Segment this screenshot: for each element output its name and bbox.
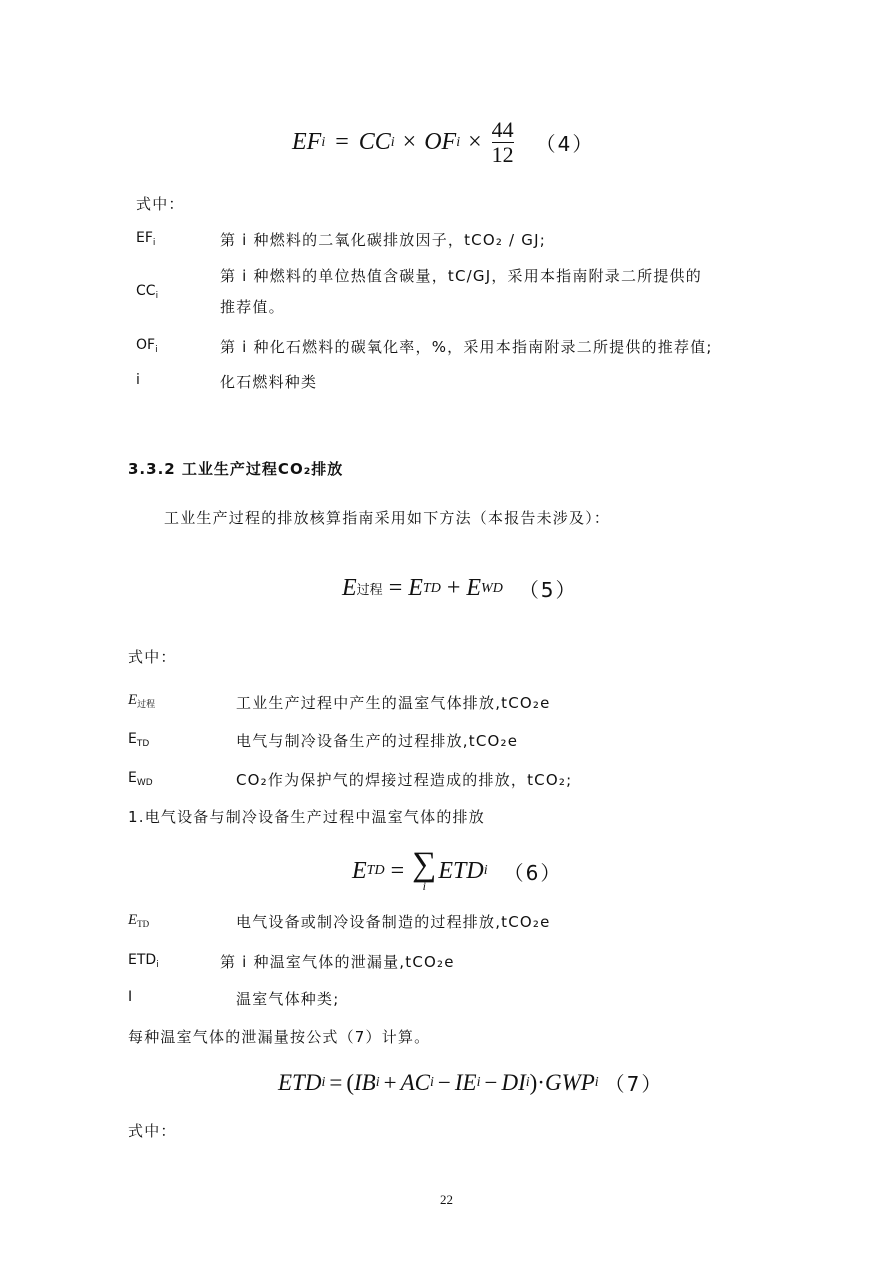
- sym-ef: $EF_i$: [136, 230, 156, 248]
- desc-of: 第 i 种化石燃料的碳氧化率，%，采用本指南附录二所提供的推荐值;: [220, 338, 713, 356]
- equation-7: ETD i = ( IB i + AC i − IE i − DI i )· GWP i （7）: [278, 1069, 664, 1096]
- desc-cc: 第 i 种燃料的单位热值含碳量，tC/GJ，采用本指南附录二所提供的: [220, 267, 702, 285]
- desc-cc-2: 推荐值。: [220, 298, 285, 316]
- section-heading: 3.3.2 工业生产过程CO₂排放: [128, 460, 344, 478]
- equation-5: E 过程 = E TD + E WD （5）: [342, 575, 578, 602]
- equation-4: EF i = CC i × OF i × $\frac{44}{12}$ （4）: [292, 117, 595, 167]
- eq4-ef: EF: [292, 129, 322, 155]
- sym-etdi: $ETD_i$: [128, 952, 159, 970]
- sym-I: I: [128, 989, 133, 1005]
- equation-6: E TD = ∑ i ETD i （6）: [352, 846, 563, 893]
- shizhong-2: 式中：: [128, 648, 177, 666]
- desc-e-process: 工业生产过程中产生的温室气体排放,tCO₂e: [236, 694, 551, 712]
- shizhong-3: 式中：: [128, 1122, 177, 1140]
- sym-etd: $E_{TD}$: [128, 731, 150, 749]
- desc-I: 温室气体种类;: [236, 990, 340, 1008]
- desc-etd: 电气与制冷设备生产的过程排放,tCO₂e: [236, 732, 519, 750]
- page-number: 22: [440, 1192, 453, 1207]
- sym-of: $OF_i$: [136, 337, 158, 355]
- sym-ewd: $E_{WD}$: [128, 770, 153, 788]
- eq4-label: （4）: [535, 132, 595, 156]
- fraction-44-12: $\frac{44}{12}$: [491, 117, 514, 167]
- desc-etdi: 第 i 种温室气体的泄漏量,tCO₂e: [220, 953, 455, 971]
- sym-e-process: $E_{过程}$: [128, 692, 156, 709]
- desc-ewd: CO₂作为保护气的焊接过程造成的排放，tCO₂;: [236, 771, 573, 789]
- sym-etd-2: $E_{TD}$: [128, 912, 150, 929]
- item-1: 1.电气设备与制冷设备生产过程中温室气体的排放: [128, 808, 485, 826]
- sum-icon: ∑ i: [412, 846, 437, 893]
- sym-cc: $CC_i$: [136, 283, 159, 301]
- sym-i: i: [136, 372, 140, 388]
- desc-ef: 第 i 种燃料的二氧化碳排放因子，tCO₂ / GJ;: [220, 231, 546, 249]
- shizhong-1: 式中：: [136, 195, 185, 213]
- desc-etd-2: 电气设备或制冷设备制造的过程排放,tCO₂e: [236, 913, 551, 931]
- desc-i: 化石燃料种类: [220, 373, 318, 391]
- leak-text: 每种温室气体的泄漏量按公式（7）计算。: [128, 1028, 431, 1046]
- intro-paragraph: 工业生产过程的排放核算指南采用如下方法（本报告未涉及）：: [164, 509, 611, 527]
